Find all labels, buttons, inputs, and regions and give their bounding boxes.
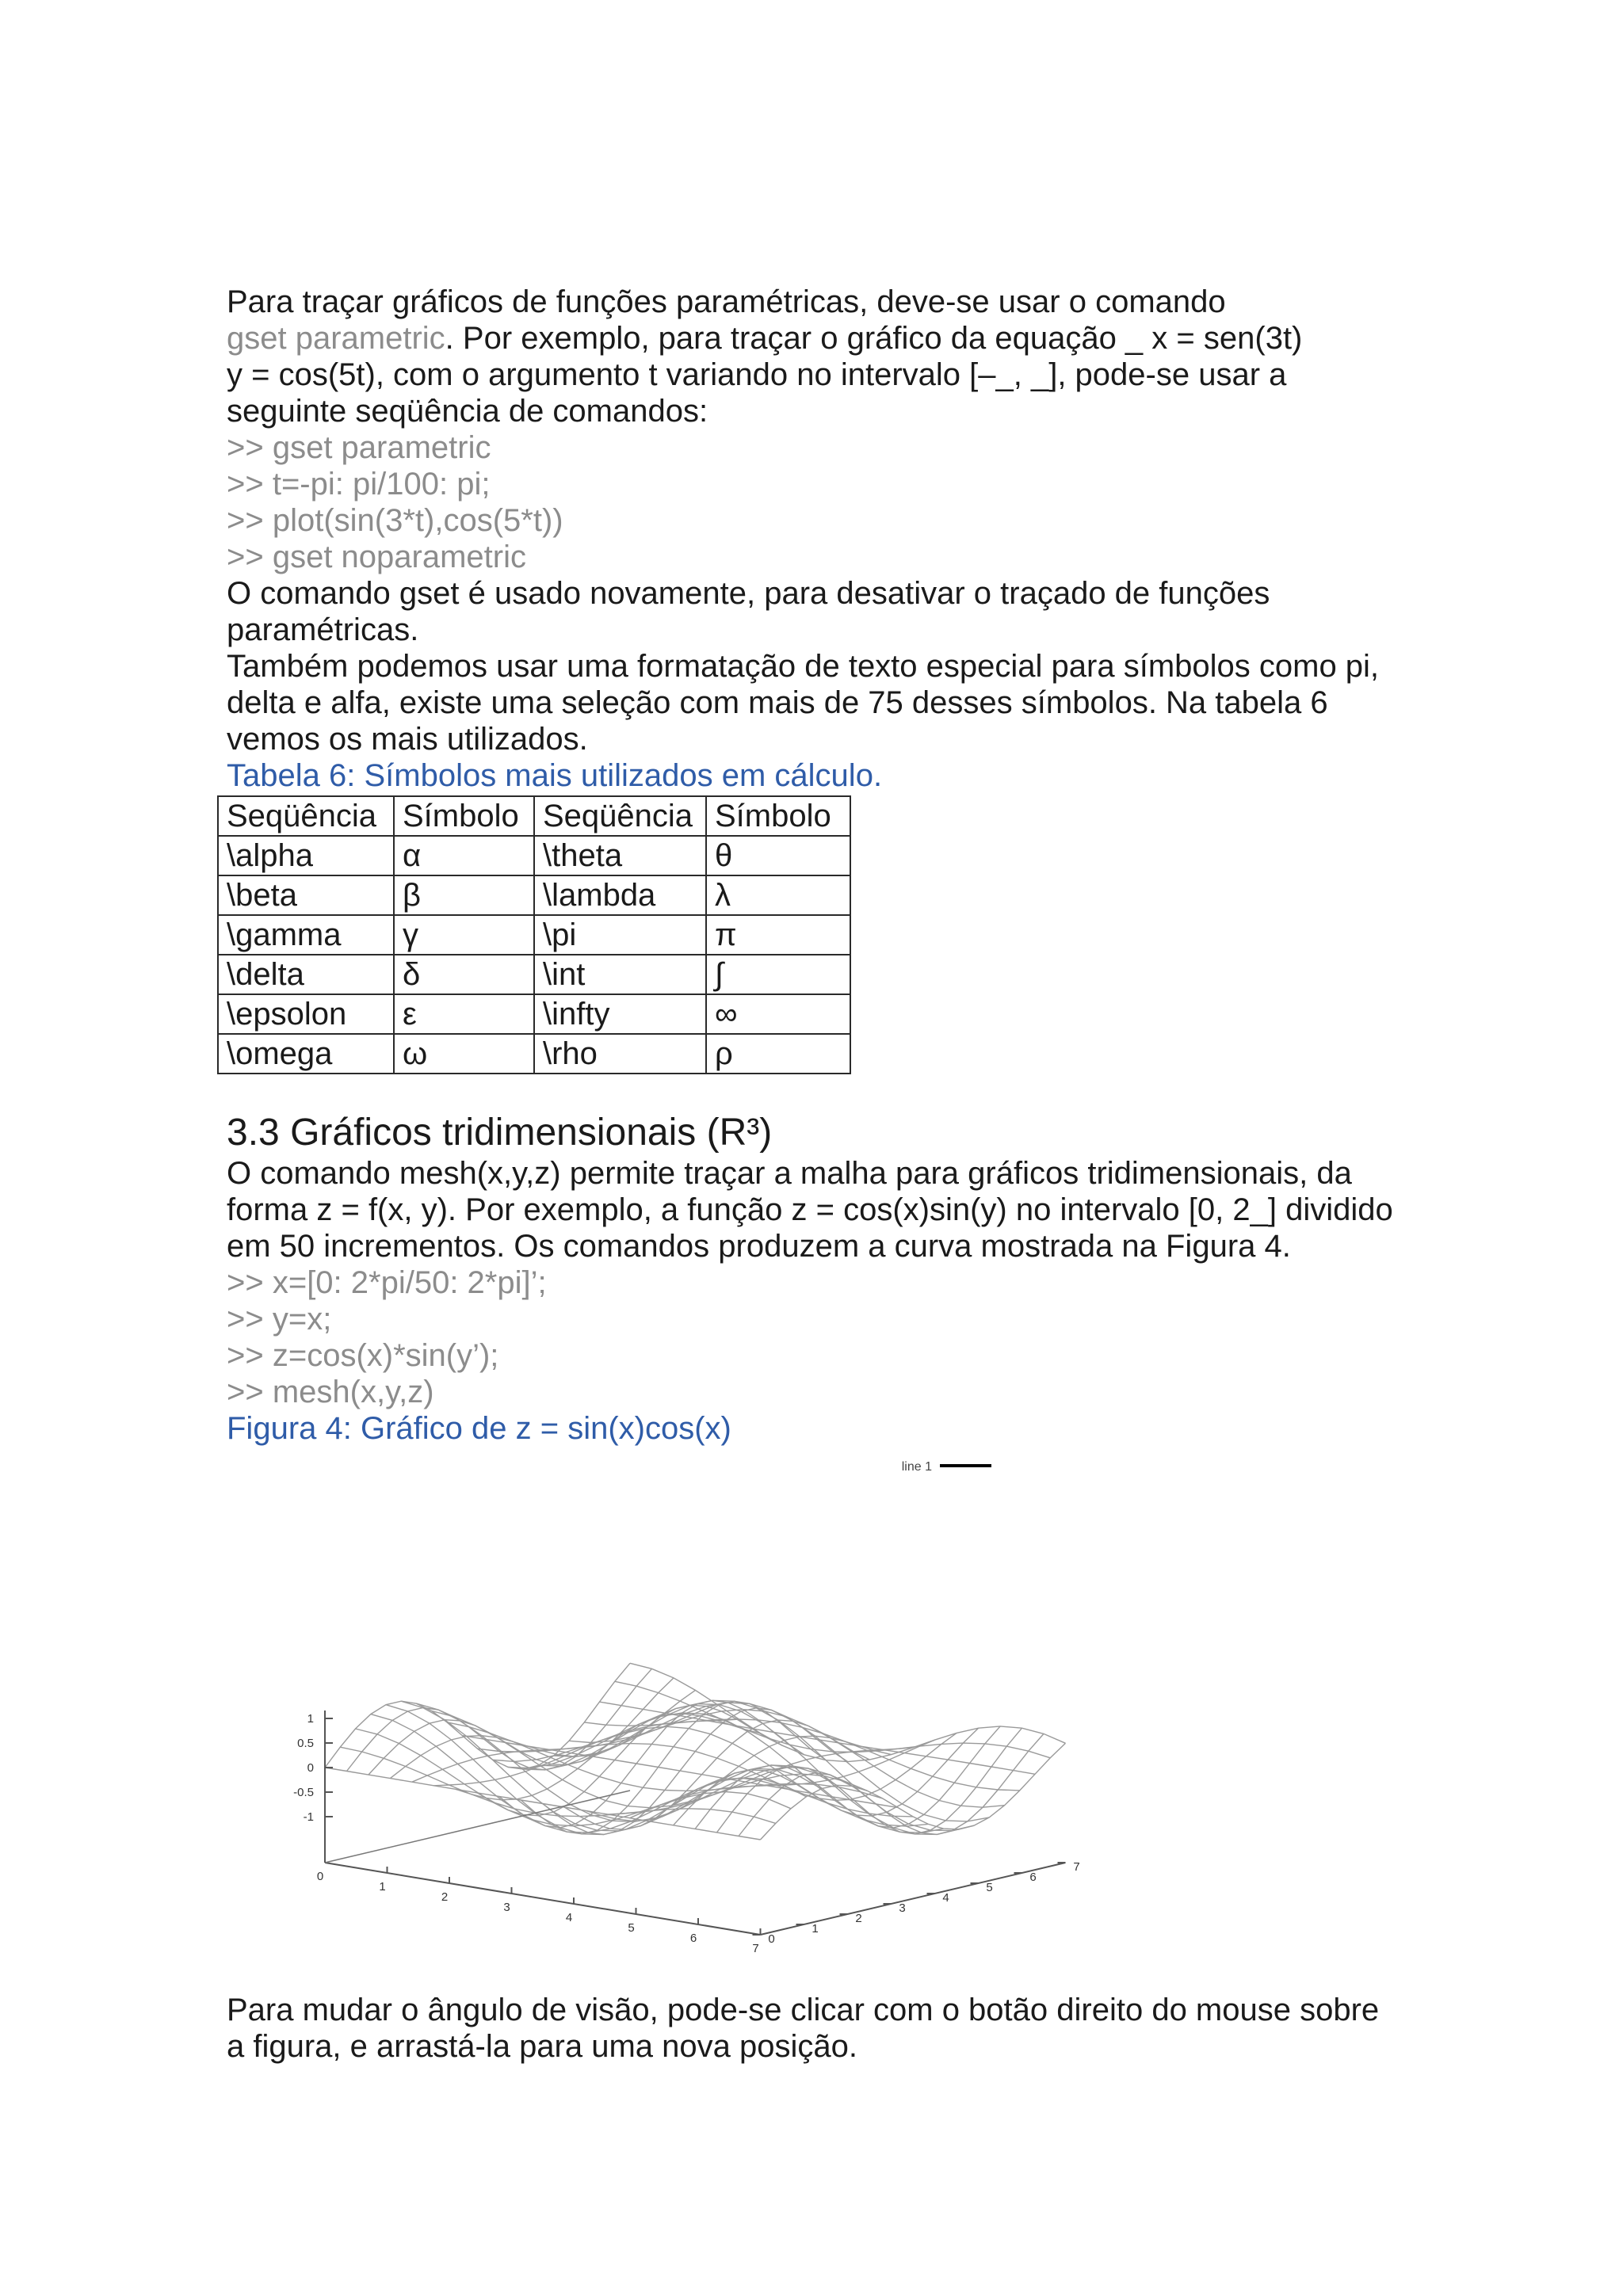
mesh-line-x bbox=[412, 1704, 717, 1782]
table-cell: \alpha bbox=[218, 836, 394, 875]
x-tick-label: 0 bbox=[316, 1870, 324, 1883]
x-tick-label: 4 bbox=[565, 1911, 573, 1924]
mesh-line-y bbox=[523, 1704, 959, 1835]
table-row bbox=[218, 994, 850, 1034]
code-line: >> t=-pi: pi/100: pi; bbox=[227, 467, 491, 502]
table-cell: ∞ bbox=[706, 994, 850, 1034]
y-tick-label: 3 bbox=[899, 1901, 906, 1915]
para-5-line: Para mudar o ângulo de visão, pode-se clicar com o botão direito do mouse sobre bbox=[227, 1993, 1380, 2027]
legend bbox=[902, 1460, 991, 1474]
table-cell: δ bbox=[394, 955, 534, 994]
y-tick-label: 0 bbox=[768, 1932, 775, 1946]
code-line: >> mesh(x,y,z) bbox=[227, 1375, 434, 1409]
table-row bbox=[218, 836, 850, 875]
para-4-line: forma z = f(x, y). Por exemplo, a função z = cos(x)sin(y) no intervalo [0, 2_] dividido bbox=[227, 1192, 1393, 1227]
y-tick-label: 2 bbox=[855, 1912, 862, 1925]
code-line: >> x=[0: 2*pi/50: 2*pi]’; bbox=[227, 1265, 547, 1300]
y-tick-label: 1 bbox=[812, 1922, 819, 1936]
para-4-line: O comando mesh(x,y,z) permite traçar a malha para gráficos tridimensionais, da bbox=[227, 1156, 1352, 1191]
para-3-line: delta e alfa, existe uma seleção com mais de 75 desses símbolos. Na tabela 6 bbox=[227, 685, 1328, 720]
para-4-line: em 50 incrementos. Os comandos produzem a curva mostrada na Figura 4. bbox=[227, 1229, 1291, 1264]
code-line: >> z=cos(x)*sin(y’); bbox=[227, 1338, 499, 1373]
section-title: 3.3 Gráficos tridimensionais (R³) bbox=[227, 1112, 773, 1154]
mesh-line-y bbox=[417, 1703, 853, 1821]
x-tick-label: 7 bbox=[752, 1942, 759, 1955]
mesh-line-x bbox=[325, 1663, 630, 1769]
table-header-cell: Símbolo bbox=[706, 796, 850, 836]
para-1-line-2 bbox=[227, 320, 1415, 357]
table-cell: γ bbox=[394, 915, 534, 955]
table-cell: π bbox=[706, 915, 850, 955]
table-row bbox=[218, 955, 850, 994]
y-tick-label: 6 bbox=[1029, 1871, 1037, 1884]
para-2-line: O comando gset é usado novamente, para desativar o traçado de funções bbox=[227, 576, 1270, 611]
table-cell: β bbox=[394, 875, 534, 915]
mesh-line-y bbox=[630, 1663, 1066, 1761]
para-1-line-3: y = cos(5t), com o argumento t variando no intervalo [–_, _], pode-se usar a bbox=[227, 357, 1287, 392]
legend-label: line 1 bbox=[901, 1460, 932, 1474]
x-tick-label: 6 bbox=[689, 1932, 697, 1945]
inline-code-gset: gset parametric bbox=[227, 321, 445, 356]
table-cell: \omega bbox=[218, 1034, 394, 1074]
symbols-table bbox=[217, 795, 851, 1074]
table-cell: α bbox=[394, 836, 534, 875]
x-tick-label: 5 bbox=[628, 1921, 635, 1935]
document-page bbox=[227, 284, 1415, 2065]
axes bbox=[293, 1711, 1080, 1955]
table-header-cell: Símbolo bbox=[394, 796, 534, 836]
surface-figure bbox=[219, 1447, 1080, 1970]
para-5-line: a figura, e arrastá-la para uma nova posição. bbox=[227, 2029, 857, 2064]
mesh-lines bbox=[325, 1663, 1066, 1840]
table-cell: \theta bbox=[534, 836, 706, 875]
table-cell: \beta bbox=[218, 875, 394, 915]
para-3-line: Também podemos usar uma formatação de texto especial para símbolos como pi, bbox=[227, 649, 1380, 684]
para-3-line: vemos os mais utilizados. bbox=[227, 722, 588, 757]
table-cell: \delta bbox=[218, 955, 394, 994]
y-tick-label: 7 bbox=[1073, 1860, 1080, 1874]
table-cell: ∫ bbox=[706, 955, 850, 994]
table-caption: Tabela 6: Símbolos mais utilizados em cálculo. bbox=[227, 758, 883, 793]
z-tick-label: -0.5 bbox=[293, 1786, 314, 1799]
y-tick-label: 5 bbox=[986, 1881, 993, 1894]
table-row bbox=[218, 915, 850, 955]
x-tick-label: 3 bbox=[503, 1901, 510, 1914]
code-line: >> y=x; bbox=[227, 1302, 332, 1337]
mesh-line-y bbox=[584, 1719, 1020, 1791]
code-line: >> plot(sin(3*t),cos(5*t)) bbox=[227, 503, 563, 538]
table-cell: \rho bbox=[534, 1034, 706, 1074]
x-tick-label: 1 bbox=[379, 1880, 386, 1894]
code-line: >> gset noparametric bbox=[227, 540, 526, 574]
z-tick-label: -1 bbox=[303, 1810, 314, 1824]
table-row bbox=[218, 1034, 850, 1074]
para-1-line-4: seguinte seqüência de comandos: bbox=[227, 394, 708, 429]
table-cell: ρ bbox=[706, 1034, 850, 1074]
table-cell: ε bbox=[394, 994, 534, 1034]
table-header-cell: Seqüência bbox=[534, 796, 706, 836]
code-line: >> gset parametric bbox=[227, 430, 491, 465]
mesh-line-y bbox=[401, 1701, 837, 1831]
z-tick-label: 1 bbox=[307, 1712, 314, 1726]
table-cell: λ bbox=[706, 875, 850, 915]
z-tick-label: 0.5 bbox=[297, 1737, 314, 1750]
table-cell: \lambda bbox=[534, 875, 706, 915]
para-1-line-1: Para traçar gráficos de funções paramétricas, deve-se usar o comando bbox=[227, 284, 1226, 319]
surface-plot bbox=[219, 1447, 1080, 1970]
table-cell: \epsolon bbox=[218, 994, 394, 1034]
y-tick-label: 4 bbox=[942, 1891, 949, 1905]
para-2-line: paramétricas. bbox=[227, 612, 419, 647]
table-header-row bbox=[218, 796, 850, 836]
z-tick-label: 0 bbox=[307, 1761, 314, 1775]
table-header-cell: Seqüência bbox=[218, 796, 394, 836]
table-cell: \infty bbox=[534, 994, 706, 1034]
x-tick-label: 2 bbox=[441, 1890, 449, 1904]
para-1-line-2-rest: . Por exemplo, para traçar o gráfico da equação _ x = sen(3t) bbox=[445, 321, 1303, 356]
table-cell: \gamma bbox=[218, 915, 394, 955]
table-cell: ω bbox=[394, 1034, 534, 1074]
table-cell: θ bbox=[706, 836, 850, 875]
table-row bbox=[218, 875, 850, 915]
table-cell: \int bbox=[534, 955, 706, 994]
figure-caption: Figura 4: Gráfico de z = sin(x)cos(x) bbox=[227, 1411, 731, 1446]
x-axis-line bbox=[325, 1863, 761, 1935]
table-cell: \pi bbox=[534, 915, 706, 955]
